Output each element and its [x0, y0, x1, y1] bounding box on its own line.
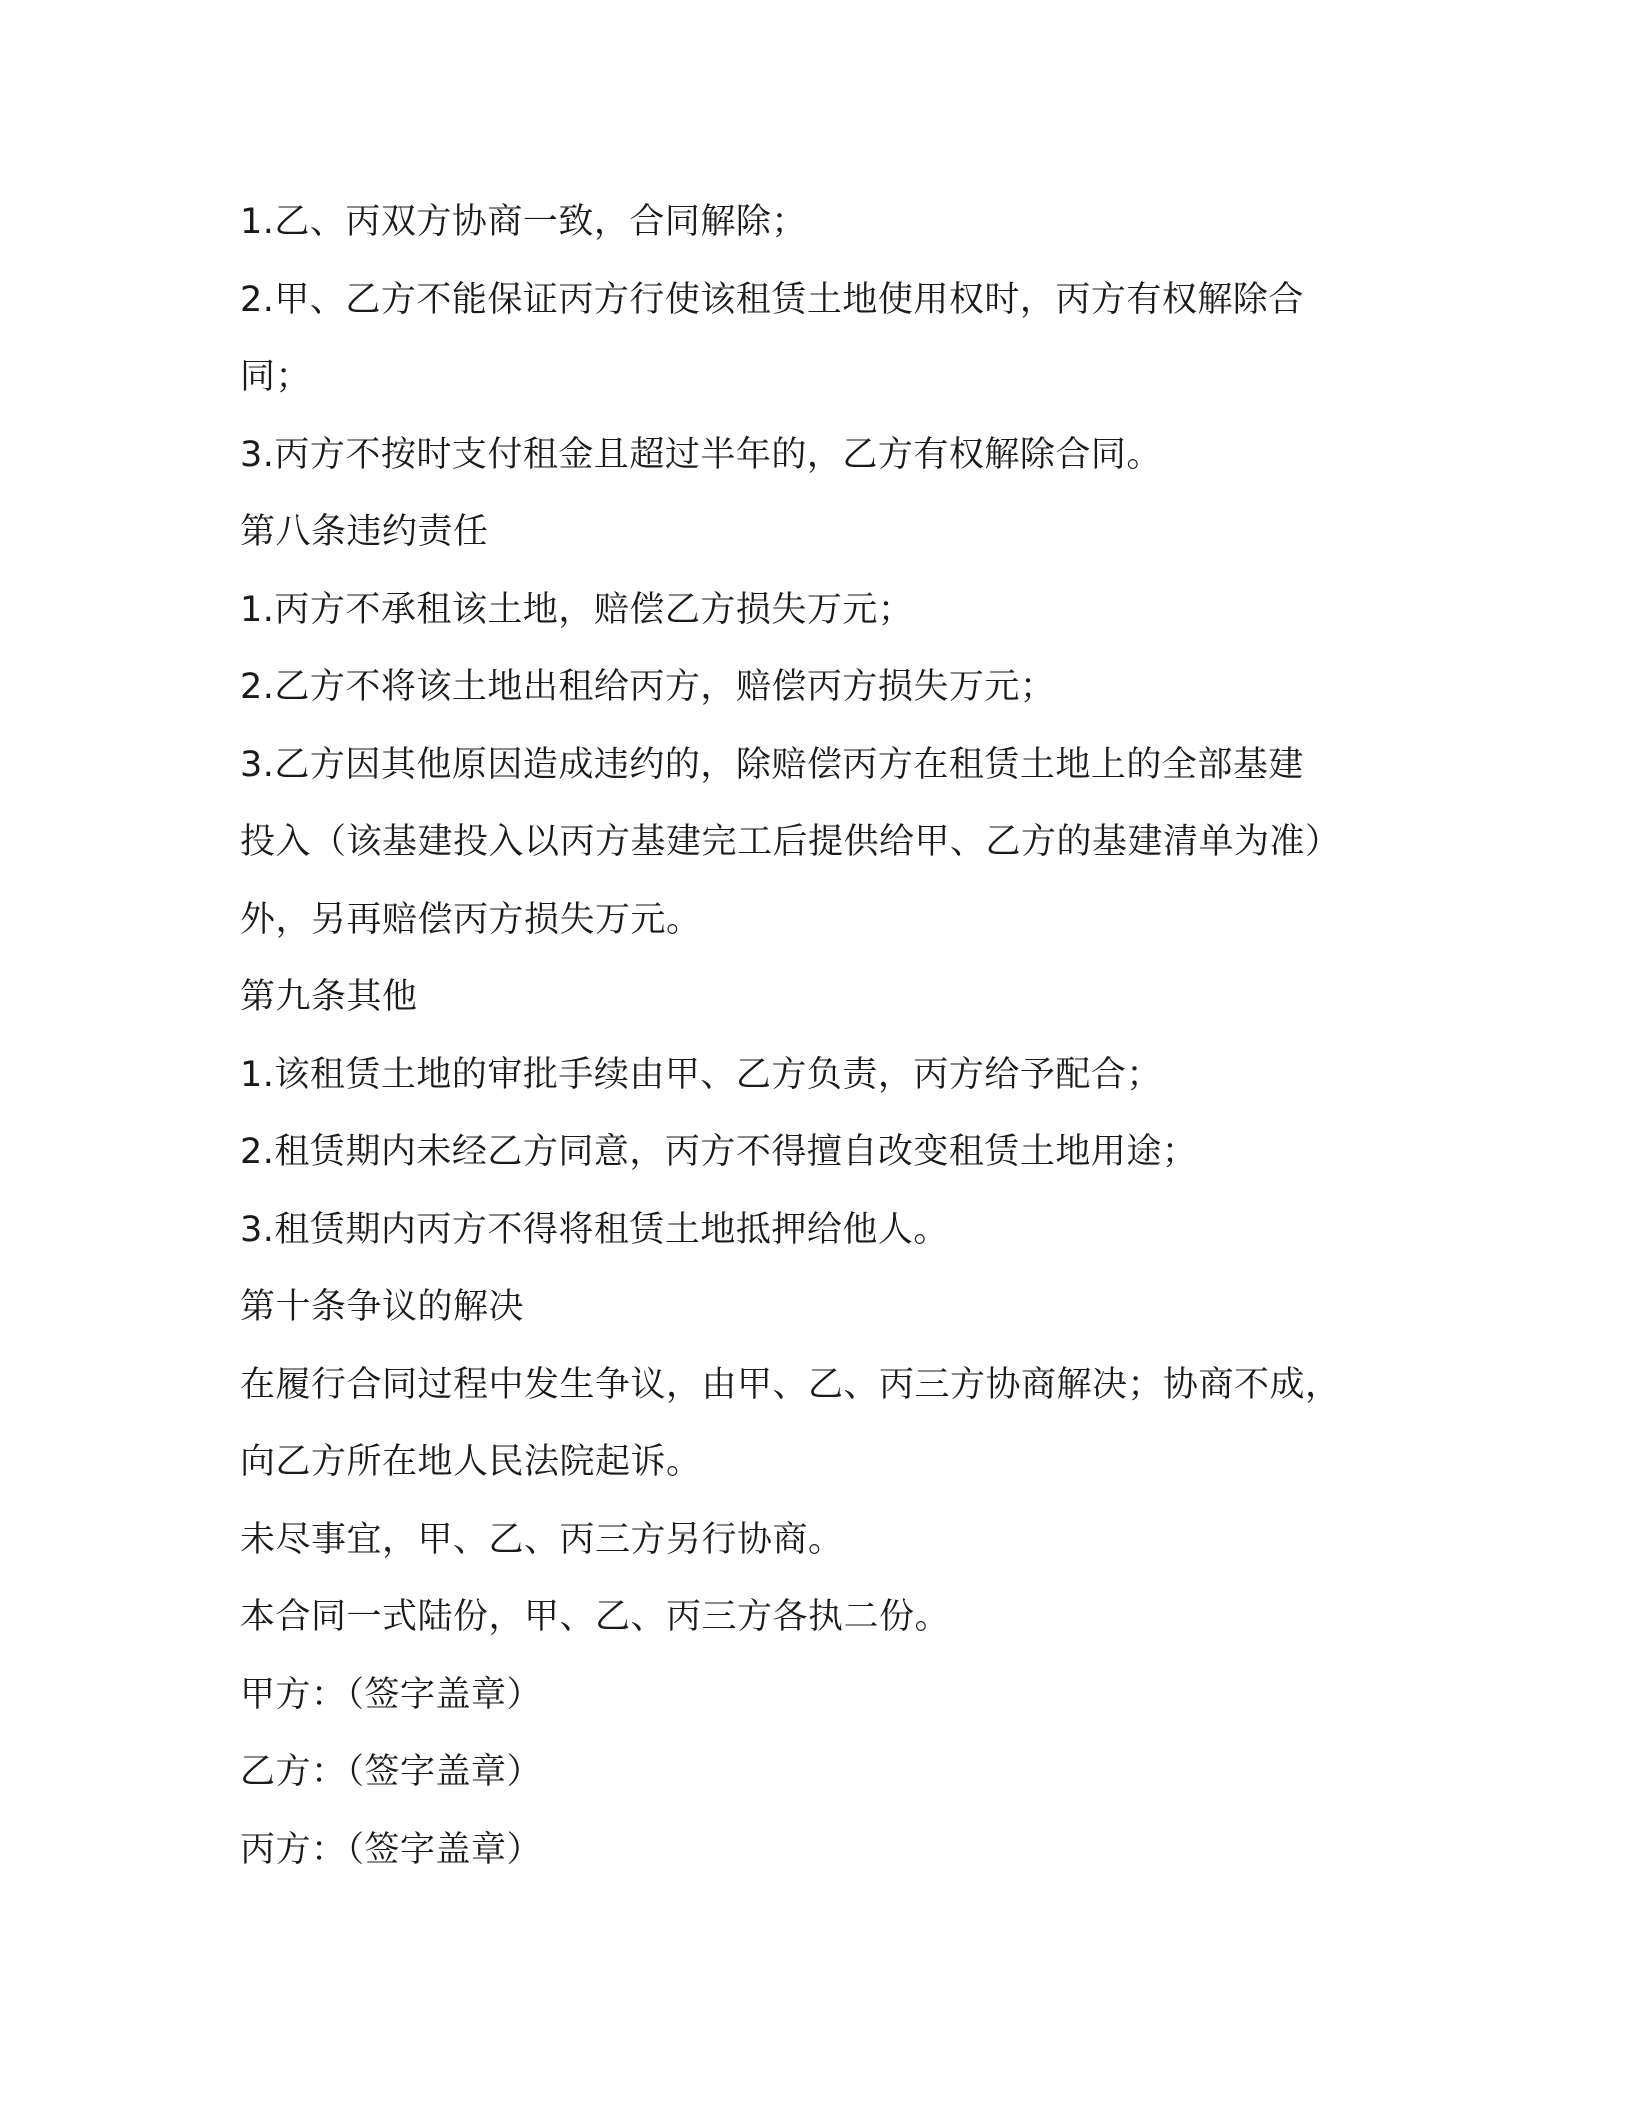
clause-line: 2.租赁期内未经乙方同意，丙方不得擅自改变租赁土地用途；	[240, 1132, 1198, 1172]
clause-line: 1.丙方不承租该土地，赔偿乙方损失万元；	[240, 589, 914, 630]
clause-line: 投入（该基建投入以丙方基建完工后提供给甲、乙方的基建清单为准）	[240, 822, 1341, 862]
clause-line: 2.乙方不将该土地出租给丙方，赔偿丙方损失万元；	[240, 667, 1056, 707]
paragraph-line: 向乙方所在地人民法院起诉。	[240, 1442, 702, 1482]
clause-line: 1.乙、丙双方协商一致，合同解除；	[240, 202, 807, 242]
signature-line-party-b: 乙方：（签字盖章）	[240, 1752, 543, 1792]
paragraph-line: 未尽事宜，甲、乙、丙三方另行协商。	[240, 1519, 844, 1560]
clause-line: 2.甲、乙方不能保证丙方行使该租赁土地使用权时，丙方有权解除合	[240, 279, 1304, 320]
paragraph-line: 本合同一式陆份，甲、乙、丙三方各执二份。	[240, 1597, 951, 1637]
article-heading: 第九条其他	[240, 977, 418, 1017]
signature-line-party-a: 甲方：（签字盖章）	[240, 1674, 543, 1715]
document-body	[240, 184, 1400, 1889]
article-heading: 第十条争议的解决	[240, 1287, 525, 1327]
clause-line: 1.该租赁土地的审批手续由甲、乙方负责，丙方给予配合；	[240, 1054, 1162, 1095]
clause-line: 同；	[240, 357, 312, 397]
clause-line: 外，另再赔偿丙方损失万元。	[240, 899, 702, 940]
clause-line: 3.丙方不按时支付租金且超过半年的，乙方有权解除合同。	[240, 434, 1162, 475]
clause-line: 3.租赁期内丙方不得将租赁土地抵押给他人。	[240, 1209, 949, 1250]
article-heading: 第八条违约责任	[240, 512, 489, 552]
signature-line-party-c: 丙方：（签字盖章）	[240, 1829, 543, 1870]
clause-line: 3.乙方因其他原因造成违约的，除赔偿丙方在租赁土地上的全部基建	[240, 744, 1304, 785]
paragraph-line: 在履行合同过程中发生争议，由甲、乙、丙三方协商解决；协商不成，	[240, 1364, 1341, 1405]
